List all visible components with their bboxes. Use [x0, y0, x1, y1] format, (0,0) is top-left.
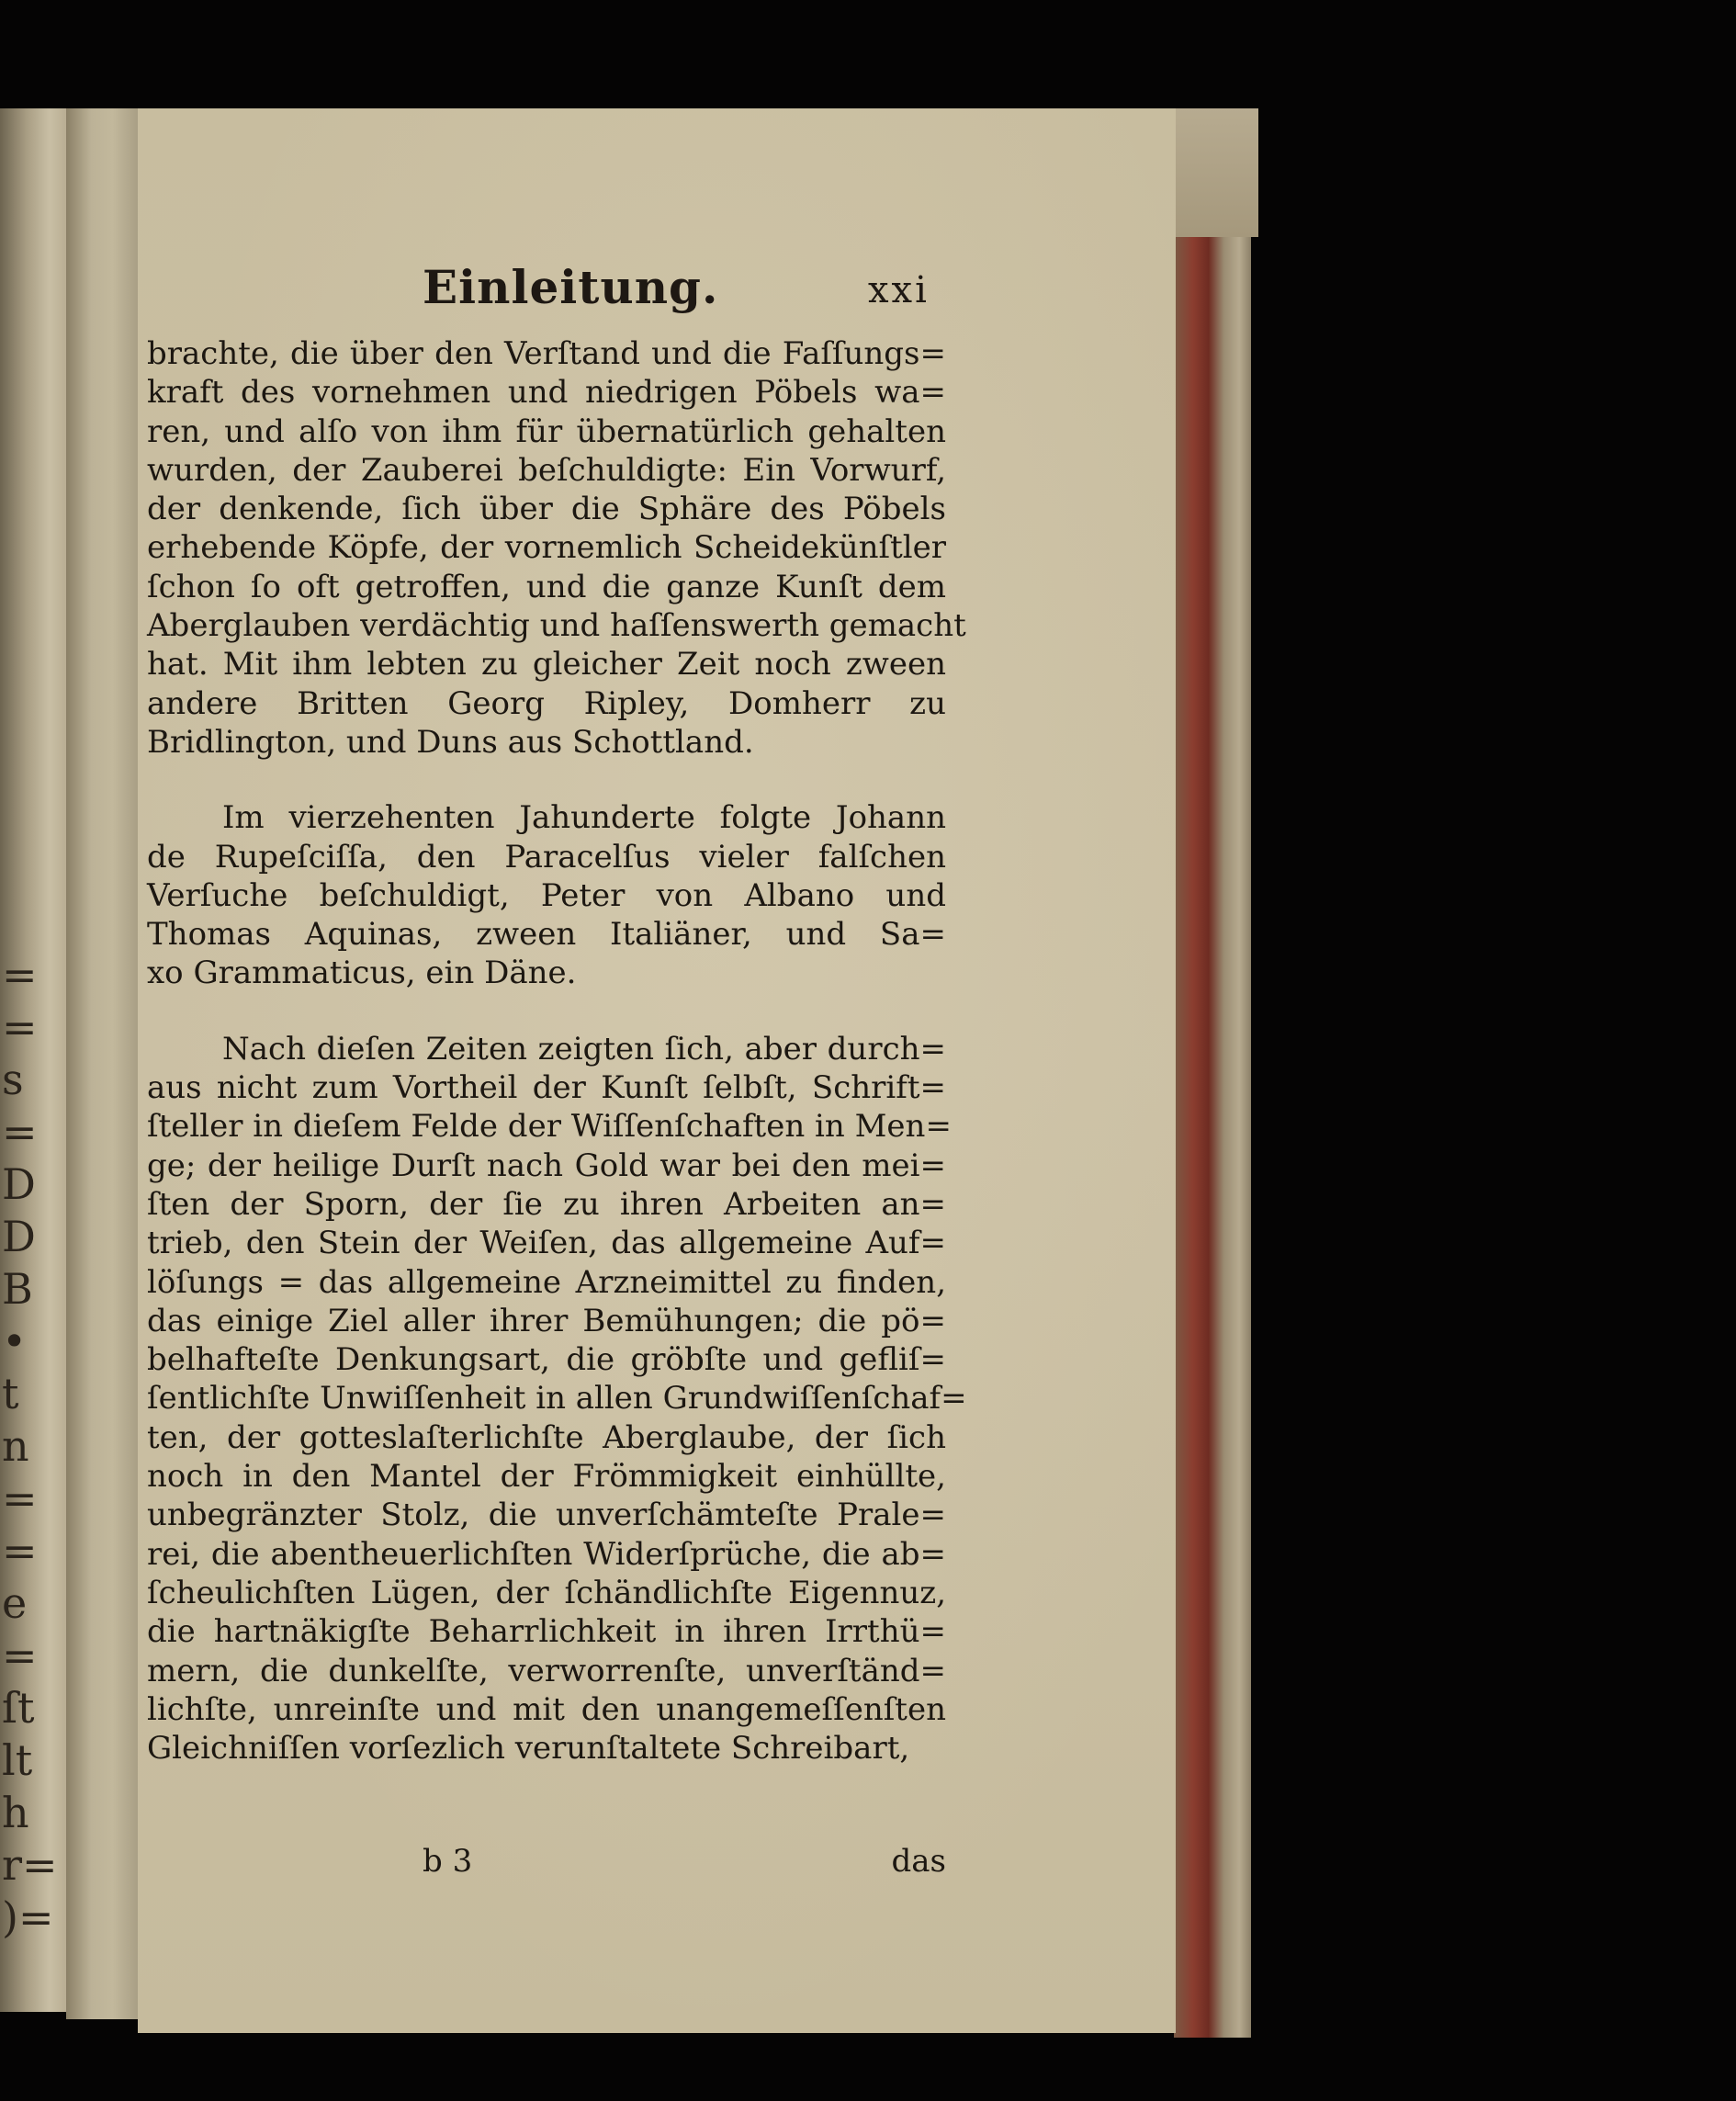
text-line: aus nicht zum Vortheil der Kunſt ſelbſt, Schrift=: [147, 1069, 946, 1107]
text-line: xo Grammaticus, ein Däne.: [147, 954, 577, 992]
signature-mark: b 3: [423, 1843, 473, 1880]
worn-corner: [1167, 108, 1258, 237]
page-footer: [147, 1841, 946, 1881]
text-line: wurden, der Zauberei beſchuldigte: Ein Vorwurf,: [147, 451, 946, 489]
facing-page-fragment: =: [2, 1474, 38, 1523]
facing-page-fragment: =: [2, 1002, 38, 1052]
body-text: [147, 334, 967, 1768]
text-line: Im vierzehenten Jahunderte folgte Johann: [222, 799, 946, 837]
facing-page-fragment: •: [2, 1316, 28, 1366]
facing-page-fragment: h: [2, 1788, 29, 1837]
text-line: trieb, den Stein der Weiſen, das allgemeine Auf=: [147, 1225, 946, 1262]
text-line: ſcheulichſten Lügen, der ſchändlichſte Eigennuz,: [147, 1574, 946, 1611]
facing-page-fragment: s: [2, 1055, 24, 1104]
text-line: ſentlichſte Unwiſſenheit in allen Grundwiſſenſchaf=: [147, 1380, 967, 1418]
text-line: mern, die dunkelſte, verworrenſte, unverſtänd=: [147, 1652, 946, 1689]
facing-page-fragment: D: [2, 1212, 36, 1261]
text-line: kraft des vornehmen und niedrigen Pöbels wa=: [147, 374, 946, 412]
facing-page-fragment: D: [2, 1159, 36, 1209]
page-block-edge: [1174, 108, 1251, 2038]
text-line: erhebende Köpfe, der vornemlich Scheidekünſtler: [147, 529, 946, 567]
paragraph: [147, 334, 966, 762]
text-line: ſteller in dieſem Felde der Wiſſenſchaften in Men=: [147, 1108, 952, 1146]
text-line: hat. Mit ihm lebten zu gleicher Zeit noch zween: [147, 646, 946, 683]
paragraph: [147, 798, 946, 992]
facing-page-fragment: e: [2, 1578, 28, 1628]
text-line: lichſte, unreinſte und mit den unangemeſſenſten: [147, 1690, 946, 1728]
book-page: [138, 108, 1176, 2033]
facing-page-fragment: lt: [2, 1735, 33, 1785]
text-line: belhafteſte Denkungsart, die gröbſte und gefliſ=: [147, 1341, 946, 1379]
text-line: rei, die abentheuerlichſten Widerſprüche, die ab=: [147, 1535, 946, 1573]
facing-page-fragment: r=: [2, 1840, 58, 1890]
book-gutter: [66, 108, 138, 2019]
text-line: ge; der heilige Durſt nach Gold war bei den mei=: [147, 1147, 946, 1184]
facing-page-fragment: t: [2, 1369, 19, 1418]
page-number: xxi: [868, 269, 930, 311]
facing-page-edge: [0, 108, 68, 2012]
facing-page-fragment: )=: [2, 1892, 54, 1942]
paragraph: [147, 1030, 967, 1768]
text-line: de Rupeſciſſa, den Paracelſus vieler falſchen: [147, 838, 946, 875]
text-line: Nach dieſen Zeiten zeigten ſich, aber durch=: [222, 1030, 946, 1067]
paragraph-gap: [147, 993, 946, 1030]
text-line: das einige Ziel aller ihrer Bemühungen; die pö=: [147, 1302, 946, 1339]
text-line: Bridlington, und Duns aus Schottland.: [147, 723, 754, 761]
facing-page-fragment: n: [2, 1421, 29, 1471]
text-line: ten, der gotteslaſterlichſte Aberglaube, der ſich: [147, 1418, 946, 1456]
facing-page-fragment: B: [2, 1264, 33, 1314]
text-line: ſten der Sporn, der ſie zu ihren Arbeiten an=: [147, 1185, 946, 1223]
text-line: der denkende, ſich über die Sphäre des Pöbels: [147, 491, 946, 528]
text-line: Verſuche beſchuldigt, Peter von Albano und: [147, 876, 946, 914]
facing-page-fragment: =: [2, 1526, 38, 1576]
text-line: andere Britten Georg Ripley, Domherr zu: [147, 684, 946, 722]
running-header: [138, 260, 1176, 333]
facing-page-fragment: ſt: [2, 1683, 35, 1733]
facing-page-fragment: =: [2, 1107, 38, 1157]
text-line: Thomas Aquinas, zween Italiäner, und Sa=: [147, 916, 946, 954]
facing-page-fragment: =: [2, 1631, 38, 1680]
running-title: Einleitung.: [423, 260, 719, 314]
text-line: die hartnäkigſte Beharrlichkeit in ihren Irrthü=: [147, 1613, 946, 1651]
paragraph-gap: [147, 762, 946, 798]
text-line: unbegränzter Stolz, die unverſchämteſte Prale=: [147, 1497, 946, 1534]
text-line: ſchon ſo oft getroffen, und die ganze Kunſt dem: [147, 568, 946, 605]
catchword: das: [891, 1843, 946, 1880]
text-line: ren, und alſo von ihm für übernatürlich gehalten: [147, 412, 946, 450]
text-line: Gleichniſſen vorſezlich verunſtaltete Schreibart,: [147, 1730, 910, 1768]
facing-page-fragment: =: [2, 950, 38, 1000]
text-line: brachte, die über den Verſtand und die Faſſungs=: [147, 335, 946, 372]
text-line: löſungs = das allgemeine Arzneimittel zu finden,: [147, 1263, 946, 1301]
text-line: Aberglauben verdächtig und haſſenswerth gemacht: [147, 607, 966, 645]
text-line: noch in den Mantel der Frömmigkeit einhüllte,: [147, 1458, 946, 1496]
